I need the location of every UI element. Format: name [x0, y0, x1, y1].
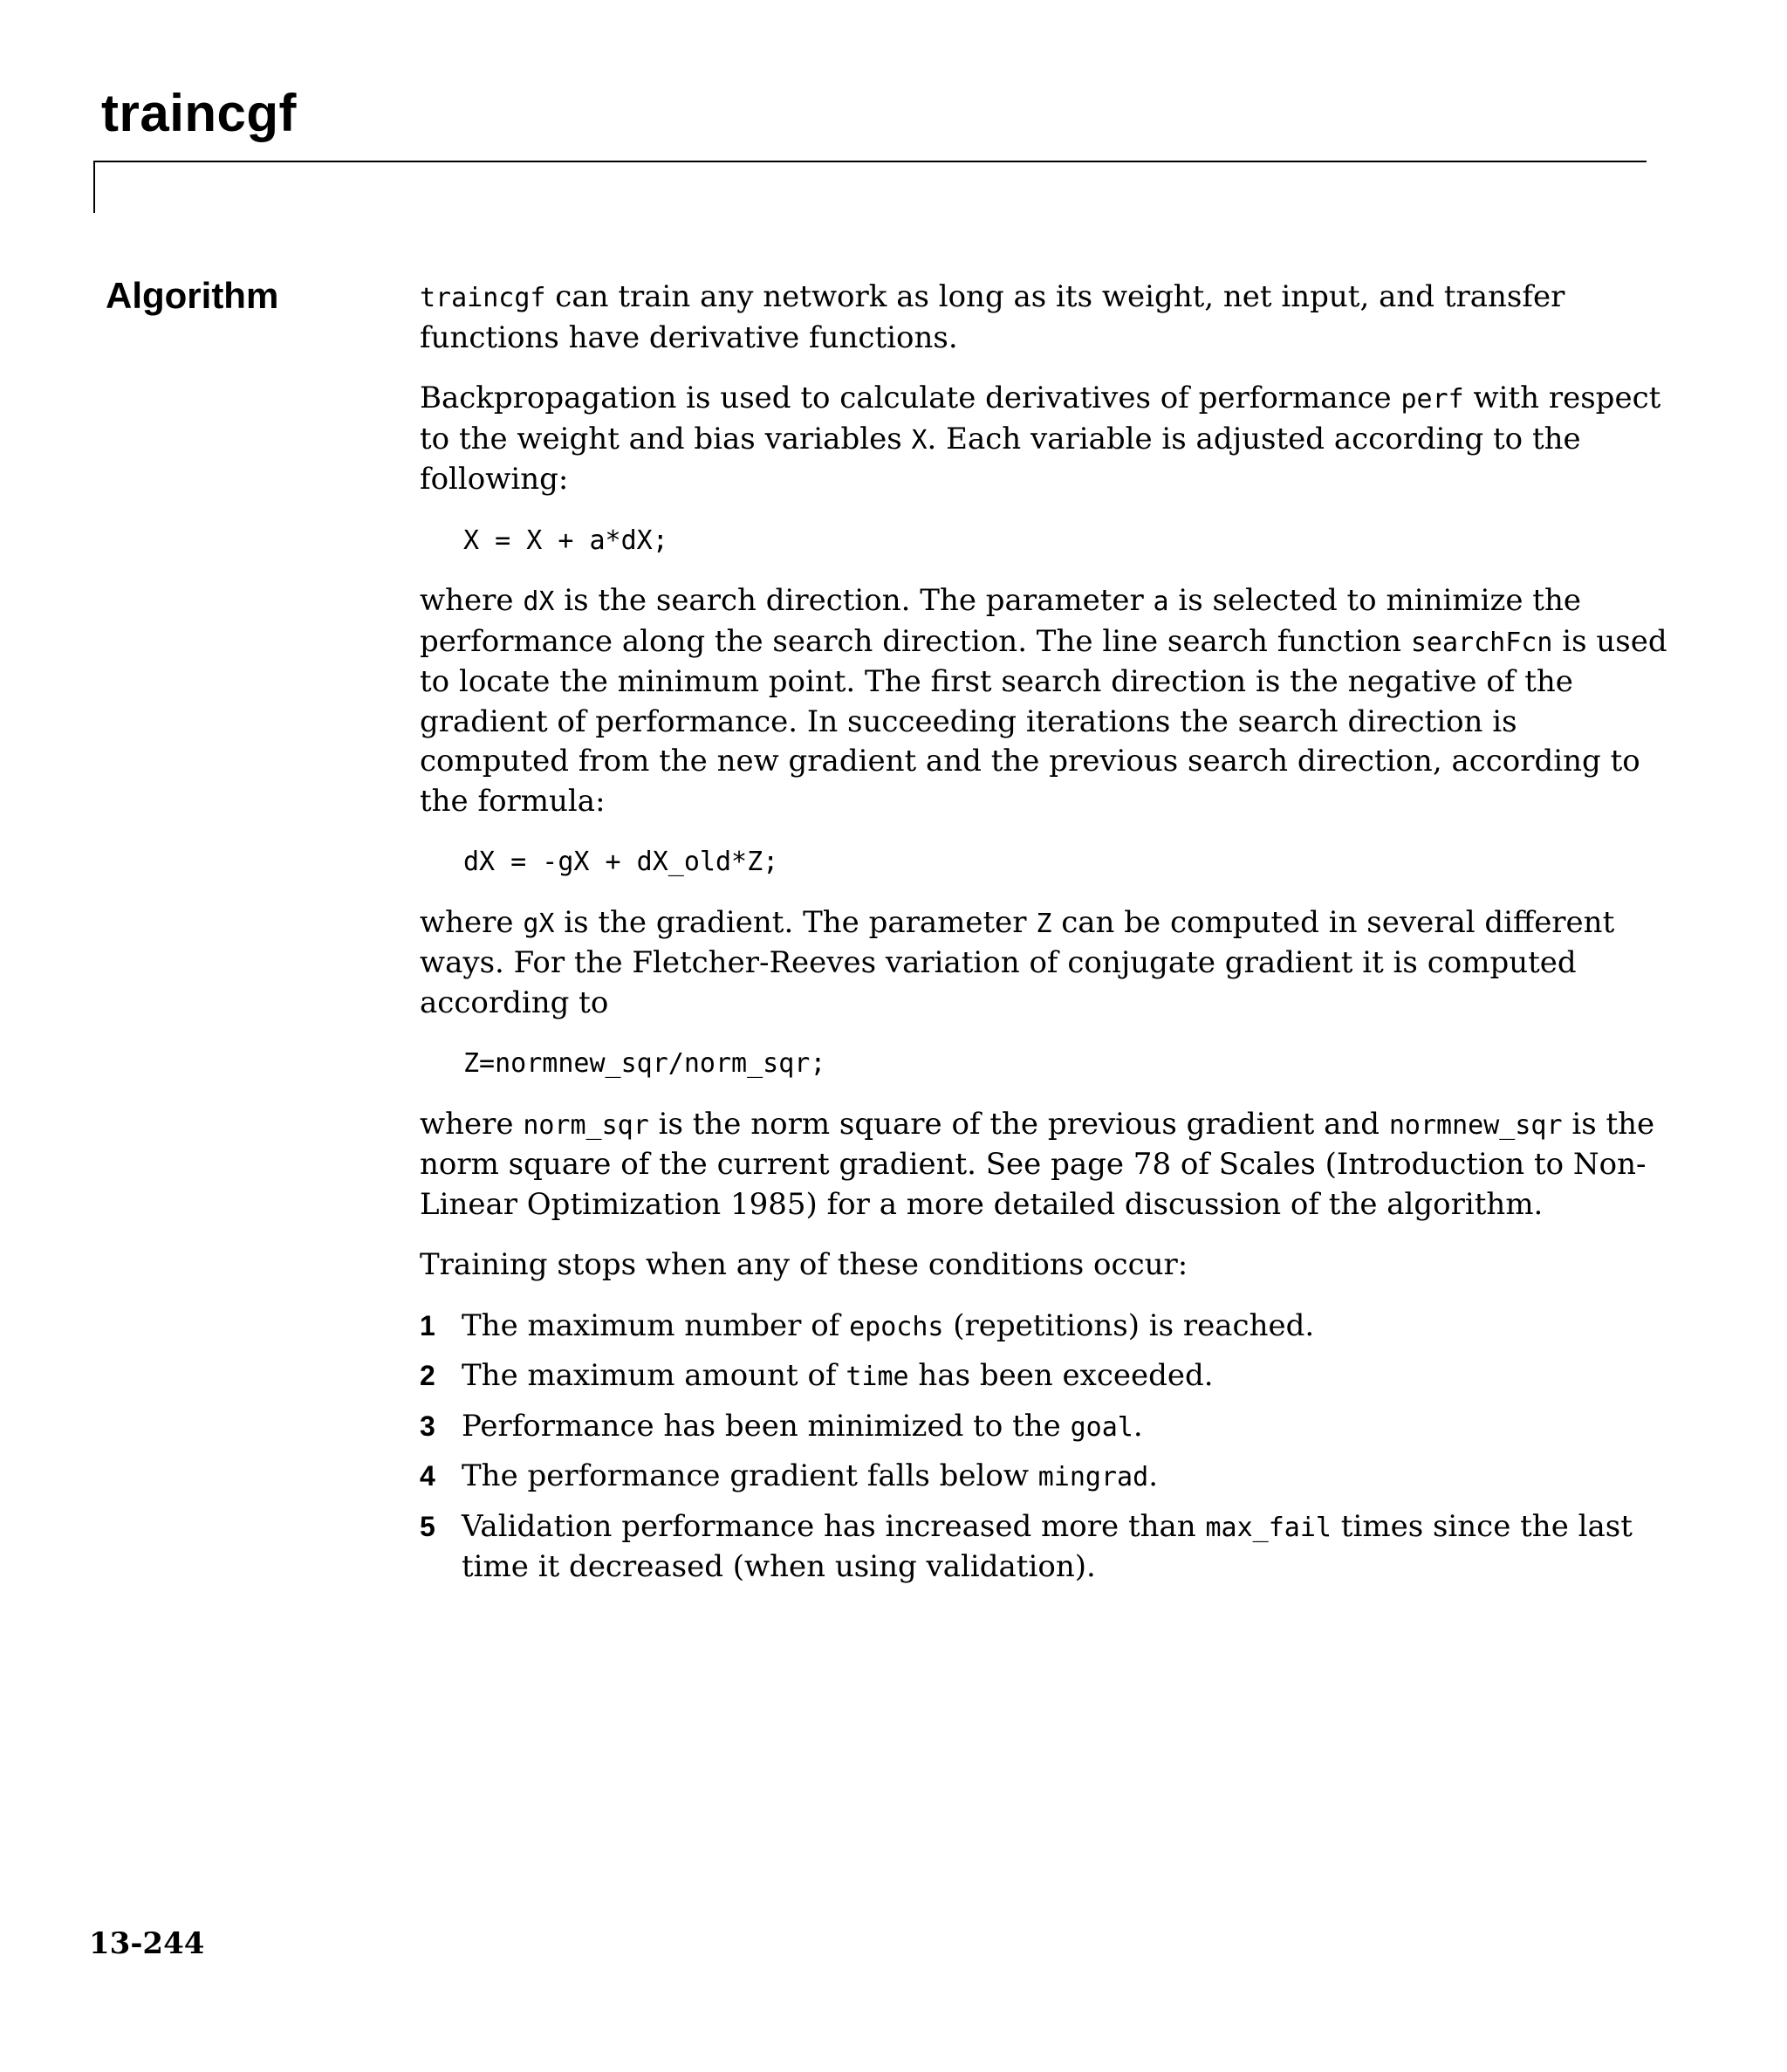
list-item-number: 4 — [420, 1460, 435, 1492]
paragraph-text: is the norm square of the current gradient. See page 78 of Scales (Introduction to Non-Linear Optimization 1985) for a more detailed discussion of the algorithm. — [420, 1106, 1655, 1222]
paragraph-1 — [420, 278, 1667, 358]
inline-code: mingrad — [1037, 1462, 1149, 1492]
section-heading-algorithm: Algorithm — [106, 275, 279, 316]
inline-code: time — [846, 1362, 909, 1392]
paragraph-2 — [420, 379, 1667, 500]
paragraph-text: is the gradient. The parameter — [554, 904, 1037, 940]
inline-code: gX — [523, 908, 555, 939]
title-rule — [93, 161, 1647, 162]
paragraph-4 — [420, 903, 1667, 1024]
inline-code: goal — [1070, 1411, 1133, 1443]
paragraph-text: is selected to minimize the performance along the search direction. The line search function — [420, 583, 1581, 659]
list-item — [420, 1457, 1667, 1498]
list-item-number: 2 — [420, 1360, 435, 1391]
list-item-text: The performance gradient falls below — [462, 1458, 1038, 1493]
paragraph-text: is used to locate the minimum point. The first search direction is the negative of the gradient of performance. In succeeding iterations the search direction is computed from the new gradient and the previous search direction, according to the formula: — [420, 623, 1667, 819]
stop-conditions-list — [420, 1307, 1667, 1588]
list-item-text: times since the last time it decreased (when using validation). — [462, 1508, 1633, 1584]
code-line-direction: dX = -gX + dX_old*Z; — [463, 847, 779, 877]
paragraph-5 — [420, 1105, 1667, 1225]
inline-code: perf — [1400, 384, 1464, 415]
page-title: traincgf — [101, 84, 298, 142]
paragraph-text: can train any network as long as its weight, net input, and transfer functions have derivative functions. — [420, 279, 1565, 355]
list-item-text: (repetitions) is reached. — [943, 1307, 1315, 1343]
paragraph-text: Backpropagation is used to calculate derivatives of performance — [420, 381, 1401, 415]
paragraph-text: where — [420, 1106, 524, 1142]
inline-code: epochs — [849, 1311, 944, 1342]
list-item — [420, 1356, 1667, 1397]
algorithm-body — [420, 278, 1667, 1597]
list-item-number: 5 — [420, 1510, 435, 1542]
paragraph-text: can be computed in several different ways. For the Fletcher-Reeves variation of conjugate gradient it is computed according to — [420, 904, 1615, 1020]
list-item-text: Performance has been minimized to the — [462, 1408, 1071, 1444]
list-item-text: The maximum amount of — [462, 1358, 846, 1393]
list-item-text: Validation performance has increased more than — [462, 1508, 1206, 1544]
list-item — [420, 1507, 1667, 1588]
page-number: 13-244 — [89, 1926, 205, 1961]
list-item-number: 3 — [420, 1410, 435, 1442]
paragraph-text: where — [420, 583, 524, 618]
inline-code: dX — [523, 587, 555, 617]
inline-code: X — [911, 424, 928, 456]
title-rule-tick — [93, 161, 95, 213]
inline-code: normnew_sqr — [1388, 1109, 1563, 1141]
list-item — [420, 1307, 1667, 1348]
inline-code: norm_sqr — [523, 1109, 649, 1141]
paragraph-text: is the norm square of the previous gradient and — [648, 1106, 1389, 1142]
paragraph-text: with respect to the weight and bias variables — [420, 381, 1661, 456]
inline-code: Z — [1036, 908, 1052, 939]
paragraph-text: where — [420, 904, 524, 940]
paragraph-text: is the search direction. The parameter — [554, 583, 1154, 618]
paragraph-3 — [420, 581, 1667, 821]
code-line-update: X = X + a*dX; — [463, 525, 668, 556]
list-item-number: 1 — [420, 1309, 435, 1341]
paragraph-6: Training stops when any of these conditions occur: — [420, 1247, 1188, 1282]
inline-code: a — [1153, 587, 1169, 617]
paragraph-text: . Each variable is adjusted according to the following: — [420, 421, 1581, 497]
inline-code: traincgf — [420, 283, 546, 313]
inline-code: searchFcn — [1410, 627, 1553, 658]
list-item-text: . — [1148, 1458, 1158, 1493]
code-line-z: Z=normnew_sqr/norm_sqr; — [463, 1048, 826, 1079]
list-item-text: The maximum number of — [462, 1307, 850, 1343]
inline-code: max_fail — [1205, 1512, 1332, 1543]
list-item-text: . — [1133, 1408, 1143, 1444]
list-item-text: has been exceeded. — [908, 1358, 1214, 1393]
list-item — [420, 1407, 1667, 1448]
